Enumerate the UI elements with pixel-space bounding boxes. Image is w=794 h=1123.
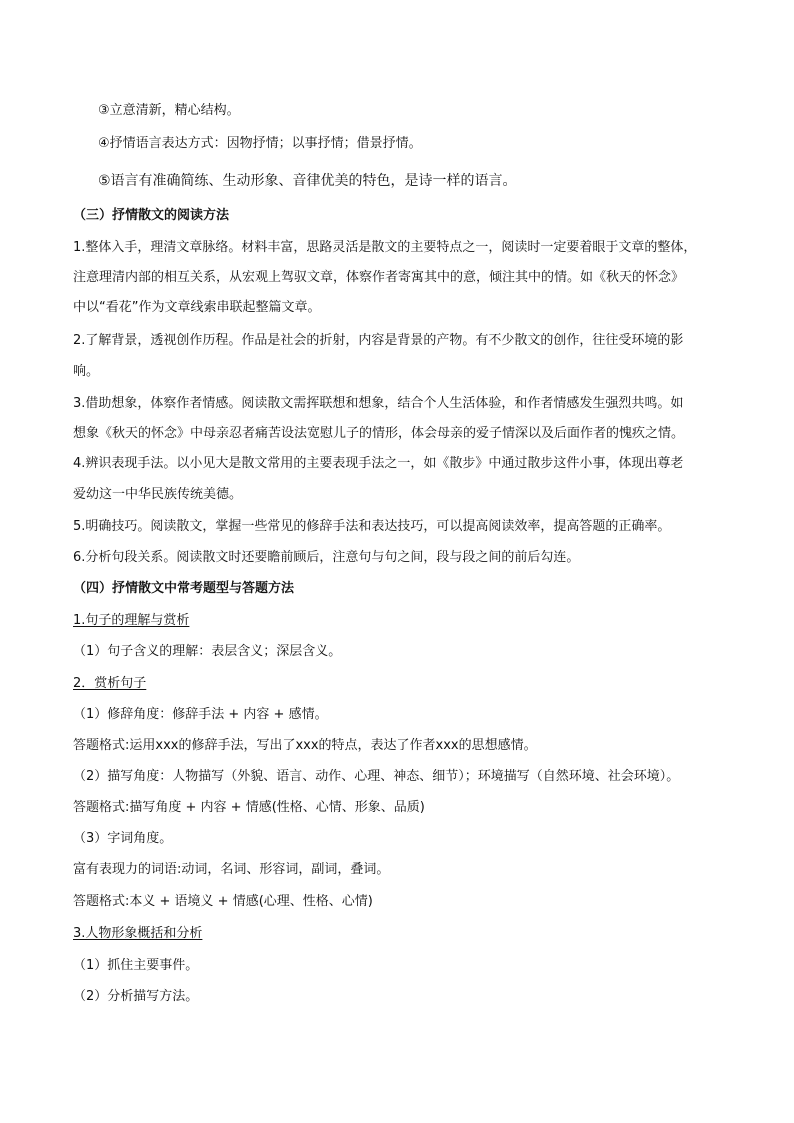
subheading-sentence-understanding: 1.句子的理解与赏析 <box>73 613 190 628</box>
paragraph-line: 想象《秋天的怀念》中母亲忍者痛苦设法宽慰儿子的情形，体会母亲的爱子情深以及后面作者的愧疚之情。 <box>73 426 685 441</box>
paragraph-line: 4.辨识表现手法。以小见大是散文常用的主要表现手法之一，如《散步》中通过散步这件小事，体现出尊老 <box>73 456 684 471</box>
paragraph-line: 1.整体入手，理清文章脉络。材料丰富，思路灵活是散文的主要特点之一，阅读时一定要着眼于文章的整体， <box>73 240 697 255</box>
subheading-sentence-appreciation: 2．赏析句子 <box>73 676 147 691</box>
paragraph-line: 3.借助想象，体察作者情感。阅读散文需挥联想和想象，结合个人生活体验，和作者情感发生强烈共鸣。如 <box>73 396 684 411</box>
list-item: （1）句子含义的理解：表层含义；深层含义。 <box>73 644 342 659</box>
paragraph-line: 响。 <box>73 364 100 379</box>
point-5: ⑤语言有准确简练、生动形象、音律优美的特色，是诗一样的语言。 <box>98 173 517 189</box>
list-item: （2）描写角度：人物描写（外貌、语言、动作、心理、神态、细节）；环境描写（自然环境、社会环境）。 <box>73 769 680 784</box>
list-item: （2）分析描写方法。 <box>73 989 199 1004</box>
section-heading-4: （四）抒情散文中常考题型与答题方法 <box>73 581 295 596</box>
paragraph-line: 6.分析句段关系。阅读散文时还要瞻前顾后，注意句与句之间，段与段之间的前后勾连。 <box>73 550 580 565</box>
answer-format-line: 答题格式:运用xxx的修辞手法，写出了xxx的特点，表达了作者xxx的思想感情。 <box>73 738 537 753</box>
point-3: ③立意清新，精心结构。 <box>98 103 240 118</box>
list-item: （1）抓住主要事件。 <box>73 958 199 973</box>
paragraph-line: 2.了解背景，透视创作历程。作品是社会的折射，内容是背景的产物。有不少散文的创作，往往受环境的影 <box>73 333 684 348</box>
subheading-character-analysis: 3.人物形象概括和分析 <box>73 926 203 941</box>
answer-format-line: 答题格式:描写角度 + 内容 + 情感(性格、心情、形象、品质) <box>73 800 425 815</box>
section-heading-3: （三）抒情散文的阅读方法 <box>73 208 230 223</box>
paragraph-line: 爱幼这一中华民族传统美德。 <box>73 487 243 502</box>
paragraph-line: 富有表现力的词语:动词，名词、形容词，副词，叠词。 <box>73 862 390 877</box>
paragraph-line: 中以“看花”作为文章线索串联起整篇文章。 <box>73 300 321 315</box>
paragraph-line: 注意理清内部的相互关系，从宏观上驾驭文章，体察作者寄寓其中的意，倾注其中的情。如《秋天的怀念》 <box>73 270 685 285</box>
answer-format-line: 答题格式:本义 + 语境义 + 情感(心理、性格、心情) <box>73 894 373 909</box>
list-item: （1）修辞角度：修辞手法 + 内容 + 感情。 <box>73 707 328 722</box>
paragraph-line: 5.明确技巧。阅读散文，掌握一些常见的修辞手法和表达技巧，可以提高阅读效率，提高答题的正确率。 <box>73 519 671 534</box>
point-4: ④抒情语言表达方式：因物抒情；以事抒情；借景抒情。 <box>98 136 422 151</box>
list-item: （3）字词角度。 <box>73 831 173 846</box>
